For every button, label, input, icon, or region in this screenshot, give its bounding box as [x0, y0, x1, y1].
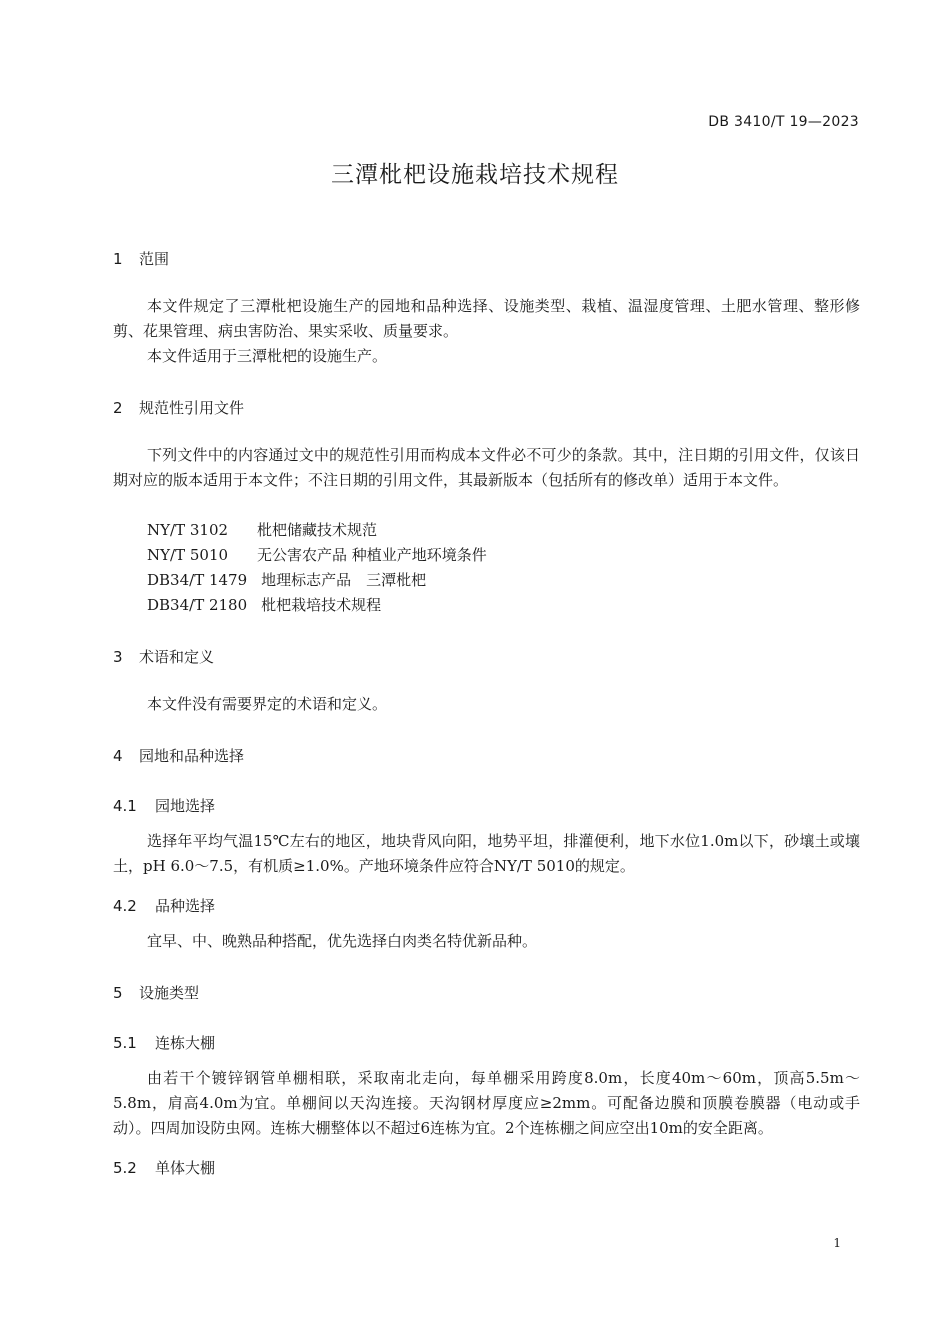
section-4-2-paragraph-1: 宜早、中、晚熟品种搭配，优先选择白肉类名特优新品种。	[147, 932, 538, 950]
section-number: 5	[113, 984, 123, 1002]
section-4-heading	[113, 745, 244, 766]
section-number: 5.1	[113, 1034, 137, 1052]
section-number: 4	[113, 747, 123, 765]
section-4-1-heading	[113, 795, 215, 816]
section-4-1-paragraph-1: 选择年平均气温15℃左右的地区，地块背风向阳，地势平坦，排灌便利，地下水位1.0m以下，砂壤土或壤土，pH 6.0～7.5，有机质≥1.0%。产地环境条件应符合NY/T 5010的规定。	[113, 832, 860, 875]
reference-name: 地理标志产品 三潭枇杷	[261, 571, 427, 589]
reference-name: 无公害农产品 种植业产地环境条件	[257, 546, 487, 564]
section-2-heading	[113, 397, 244, 418]
section-4-2-heading	[113, 895, 215, 916]
section-number: 4.1	[113, 797, 137, 815]
reference-code: NY/T 5010	[147, 546, 229, 564]
section-1-paragraph-1: 本文件规定了三潭枇杷设施生产的园地和品种选择、设施类型、栽植、温湿度管理、土肥水管理、整形修剪、花果管理、病虫害防治、果实采收、质量要求。	[113, 297, 860, 340]
reference-name: 枇杷储藏技术规范	[257, 521, 378, 539]
section-title: 设施类型	[139, 984, 200, 1002]
section-number: 5.2	[113, 1159, 137, 1177]
section-5-2-heading	[113, 1157, 215, 1178]
section-number: 3	[113, 648, 123, 666]
section-title: 术语和定义	[139, 648, 215, 666]
section-title: 园地选择	[155, 797, 216, 815]
reference-item	[147, 568, 426, 593]
section-3-paragraph-1: 本文件没有需要界定的术语和定义。	[147, 695, 388, 713]
section-title: 规范性引用文件	[139, 399, 245, 417]
section-title: 园地和品种选择	[139, 747, 245, 765]
reference-item	[147, 593, 381, 618]
section-5-1-paragraph-1: 由若干个镀锌钢管单棚相联，采取南北走向，每单棚采用跨度8.0m，长度40m～60m，顶高5.5m～5.8m，肩高4.0m为宜。单棚间以天沟连接。天沟钢材厚度应≥2mm。可配备边膜和顶膜卷膜器（电动或手动）。四周加设防虫网。连栋大棚整体以不超过6连栋为宜。2个连栋棚之间应空出10m的安全距离。	[113, 1069, 860, 1137]
section-5-heading	[113, 982, 199, 1003]
reference-code: DB34/T 2180	[147, 596, 248, 614]
section-title: 范围	[139, 250, 170, 268]
section-number: 2	[113, 399, 123, 417]
page-number: 1	[833, 1236, 841, 1250]
section-title: 单体大棚	[155, 1159, 216, 1177]
section-number: 1	[113, 250, 123, 268]
section-1-heading	[113, 248, 169, 269]
section-5-1-heading	[113, 1032, 215, 1053]
reference-item	[147, 518, 377, 543]
reference-code: NY/T 3102	[147, 521, 229, 539]
reference-name: 枇杷栽培技术规程	[261, 596, 382, 614]
section-3-heading	[113, 646, 214, 667]
standard-code: DB 3410/T 19—2023	[708, 114, 859, 130]
reference-code: DB34/T 1479	[147, 571, 248, 589]
reference-item	[147, 543, 487, 568]
section-number: 4.2	[113, 897, 137, 915]
document-title: 三潭枇杷设施栽培技术规程	[331, 162, 619, 188]
section-title: 连栋大棚	[155, 1034, 216, 1052]
section-title: 品种选择	[155, 897, 216, 915]
section-2-paragraph-1: 下列文件中的内容通过文中的规范性引用而构成本文件必不可少的条款。其中，注日期的引用文件，仅该日期对应的版本适用于本文件；不注日期的引用文件，其最新版本（包括所有的修改单）适用于本文件。	[113, 446, 860, 489]
section-1-paragraph-2: 本文件适用于三潭枇杷的设施生产。	[147, 347, 388, 365]
